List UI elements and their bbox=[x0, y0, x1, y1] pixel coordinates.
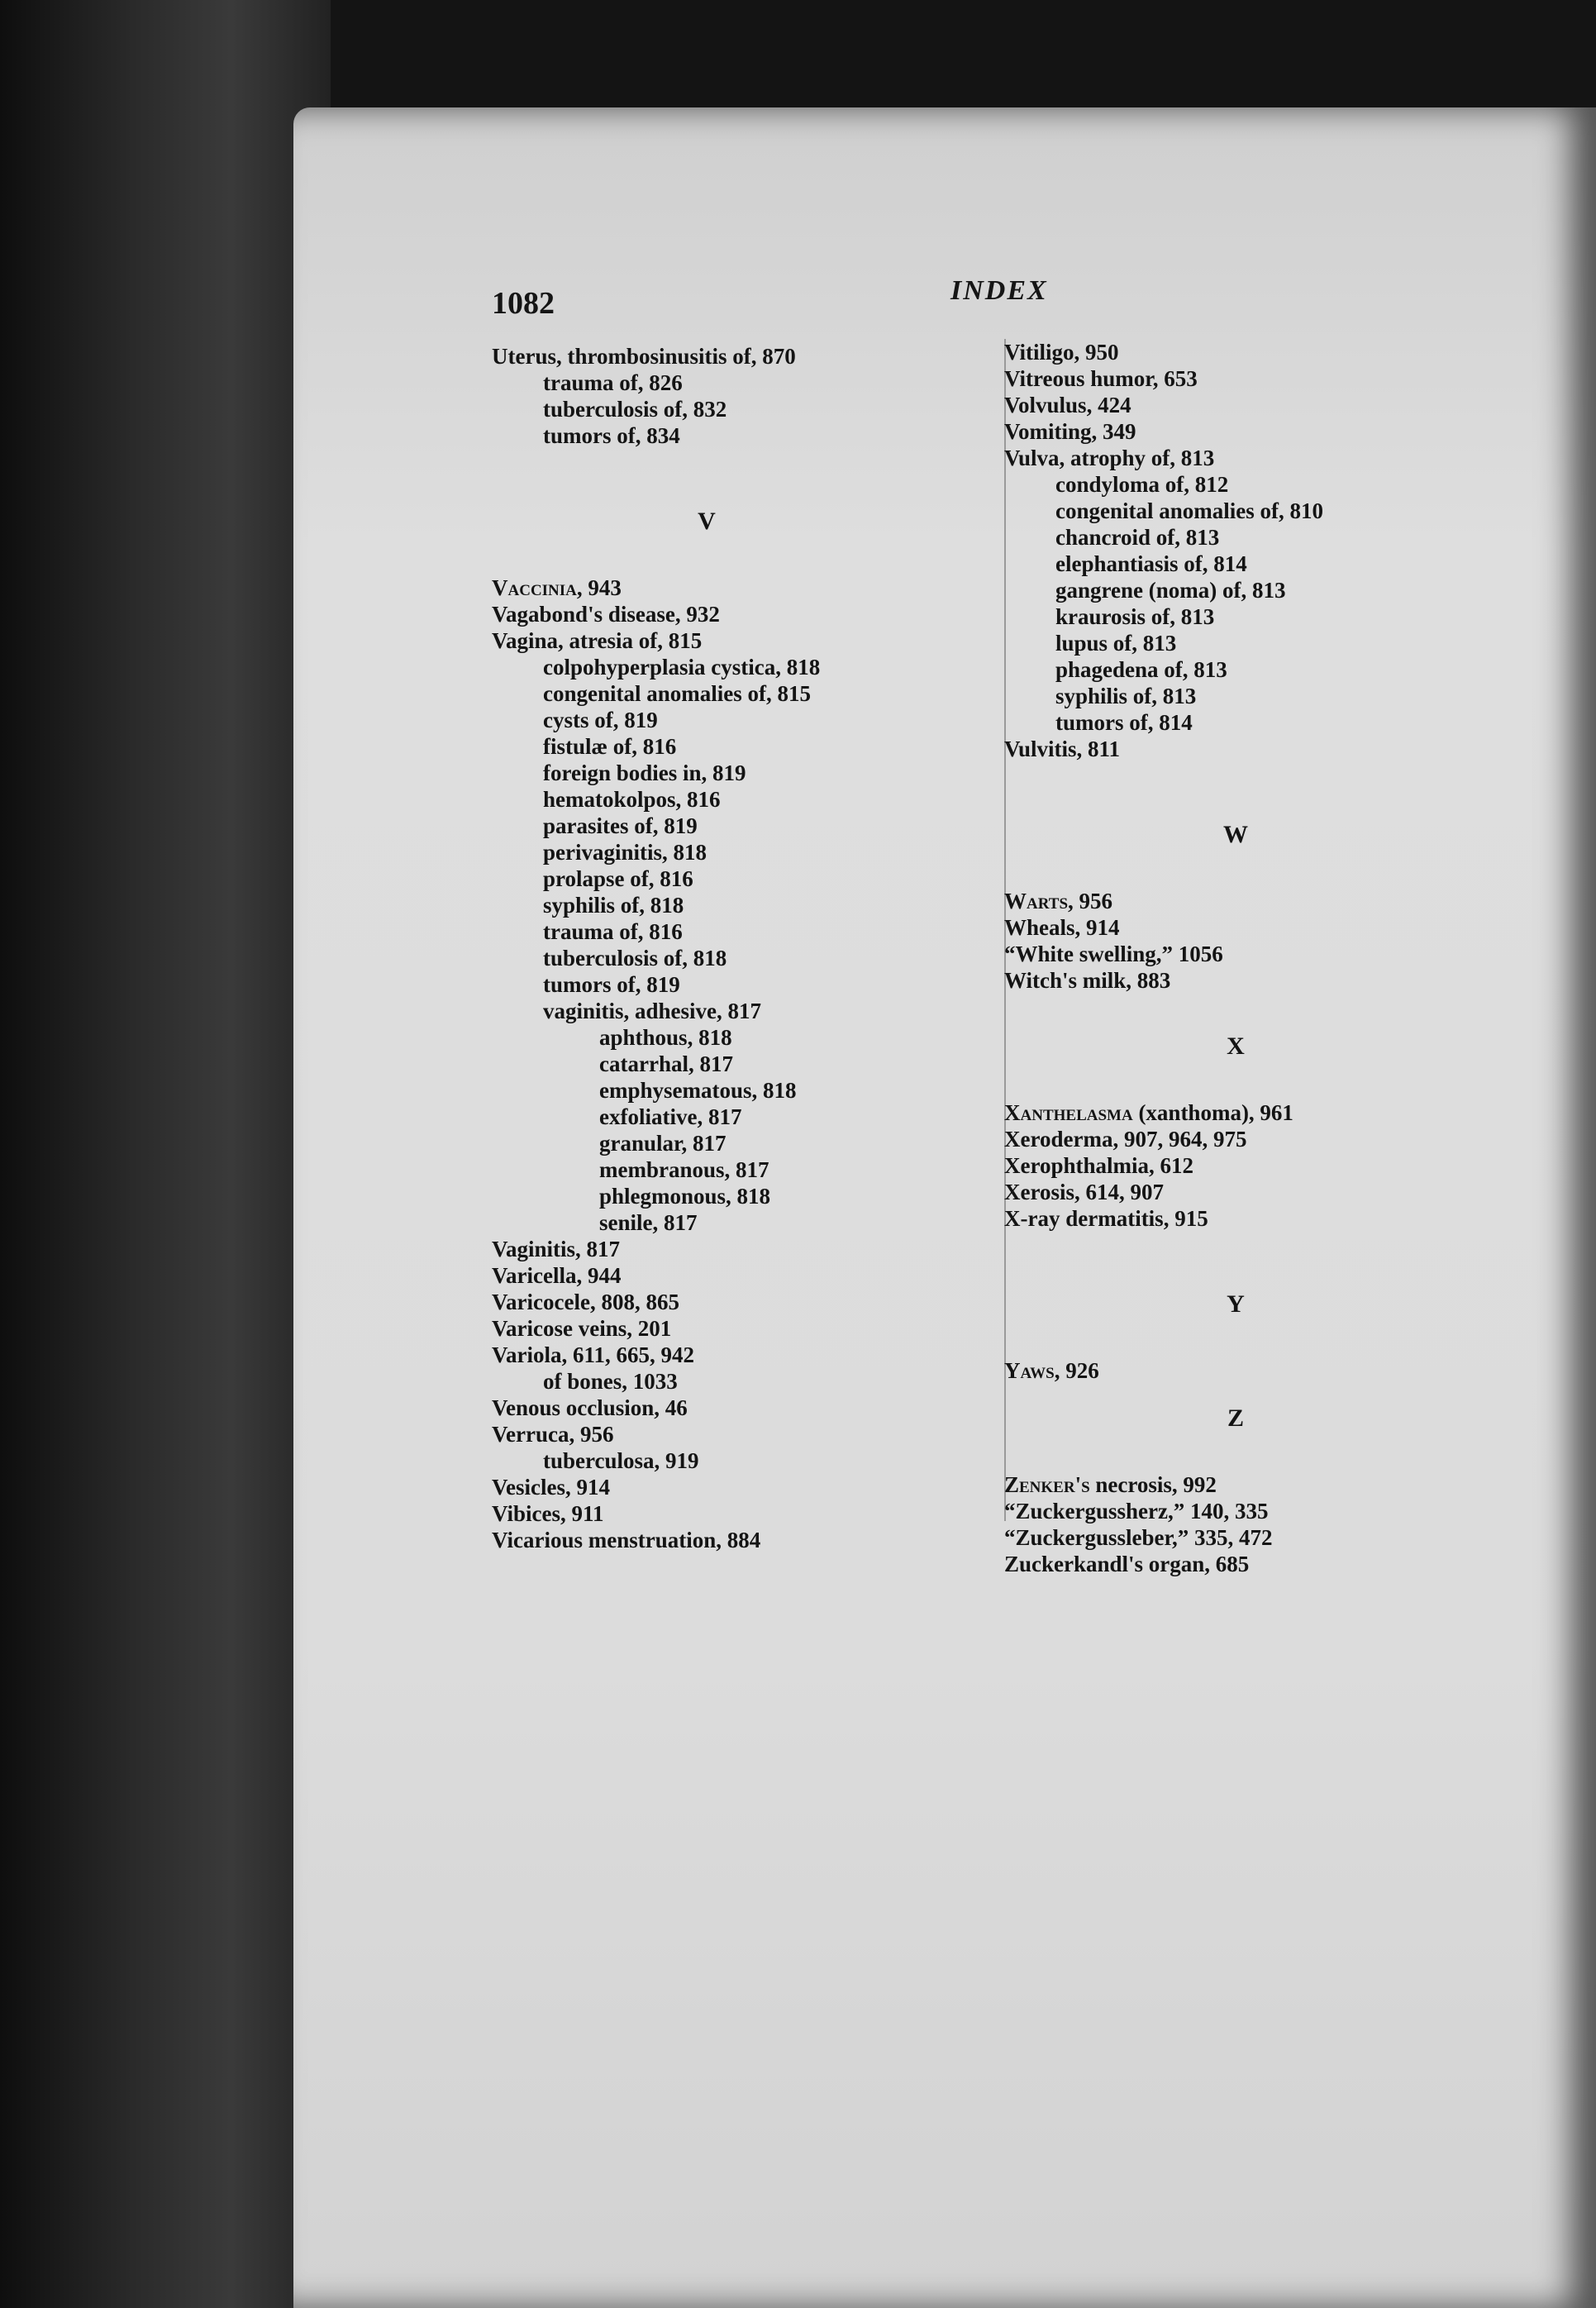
index-entry: phagedena of, 813 bbox=[1055, 657, 1227, 682]
section-gap bbox=[1004, 762, 1467, 815]
index-entry: Venous occlusion, 46 bbox=[492, 1395, 688, 1420]
index-entry: colpohyperplasia cystica, 818 bbox=[543, 655, 821, 680]
index-entry: congenital anomalies of, 810 bbox=[1055, 498, 1323, 523]
section-gap bbox=[492, 541, 922, 575]
index-entry bbox=[1004, 1099, 1467, 1126]
index-entry: cysts of, 819 bbox=[543, 708, 658, 732]
index-entry: “White swelling,” 1056 bbox=[1004, 942, 1223, 966]
index-entry-rest: , 956 bbox=[1068, 889, 1113, 913]
index-entry-lead: Xanthelasma bbox=[1004, 1100, 1133, 1125]
section-gap bbox=[1004, 1384, 1467, 1399]
index-entry: trauma of, 826 bbox=[543, 370, 683, 395]
index-entry-rest: (xanthoma), 961 bbox=[1132, 1100, 1293, 1125]
index-entry-lead: Zenker's bbox=[1004, 1472, 1090, 1497]
index-entry: Vulva, atrophy of, 813 bbox=[1004, 446, 1215, 470]
index-entry: catarrhal, 817 bbox=[599, 1051, 733, 1076]
index-entry: Vagina, atresia of, 815 bbox=[492, 628, 703, 653]
index-entry: Varicocele, 808, 865 bbox=[492, 1290, 679, 1314]
index-entry bbox=[1004, 1471, 1467, 1498]
index-entry bbox=[1004, 888, 1467, 914]
index-entry: Wheals, 914 bbox=[1004, 915, 1120, 940]
index-entry: prolapse of, 816 bbox=[543, 866, 693, 891]
index-entry: Vibices, 911 bbox=[492, 1501, 604, 1526]
index-entry: tumors of, 814 bbox=[1055, 710, 1193, 735]
index-entry: Variola, 611, 665, 942 bbox=[492, 1342, 695, 1367]
section-letter: Y bbox=[1227, 1290, 1245, 1318]
index-entry-rest: , 943 bbox=[576, 575, 622, 600]
index-entry: Varicose veins, 201 bbox=[492, 1316, 672, 1341]
index-entry: membranous, 817 bbox=[599, 1157, 769, 1182]
index-entry: vaginitis, adhesive, 817 bbox=[543, 999, 762, 1023]
index-entry: syphilis of, 818 bbox=[543, 893, 684, 918]
index-entry: chancroid of, 813 bbox=[1055, 525, 1220, 550]
section-gap bbox=[1004, 1066, 1467, 1099]
index-entry: senile, 817 bbox=[599, 1210, 698, 1235]
section-gap bbox=[1004, 994, 1467, 1027]
index-entry-rest: , 926 bbox=[1054, 1358, 1099, 1383]
index-entry: Vaginitis, 817 bbox=[492, 1237, 621, 1261]
index-entry: tuberculosis of, 818 bbox=[543, 946, 727, 970]
section-gap bbox=[1004, 1232, 1467, 1285]
index-entry: Vitiligo, 950 bbox=[1004, 340, 1119, 365]
index-entry: Varicella, 944 bbox=[492, 1263, 622, 1288]
index-entry-rest: necrosis, 992 bbox=[1089, 1472, 1217, 1497]
index-entry: Vulvitis, 811 bbox=[1004, 737, 1121, 761]
index-entry: elephantiasis of, 814 bbox=[1055, 551, 1247, 576]
index-entry: Verruca, 956 bbox=[492, 1422, 614, 1447]
index-entry: condyloma of, 812 bbox=[1055, 472, 1229, 497]
index-entry bbox=[1004, 1357, 1467, 1384]
index-entry: Vitreous humor, 653 bbox=[1004, 366, 1198, 391]
index-entry bbox=[492, 575, 922, 601]
index-entry: parasites of, 819 bbox=[543, 813, 698, 838]
index-entry: syphilis of, 813 bbox=[1055, 684, 1197, 708]
index-entry-lead: Warts bbox=[1004, 889, 1069, 913]
index-entry: foreign bodies in, 819 bbox=[543, 761, 746, 785]
index-entry: tumors of, 819 bbox=[543, 972, 680, 997]
running-head: INDEX bbox=[950, 275, 1048, 306]
index-entry: lupus of, 813 bbox=[1055, 631, 1177, 656]
index-entry: Volvulus, 424 bbox=[1004, 393, 1131, 417]
index-entry-lead: Yaws bbox=[1004, 1358, 1055, 1383]
page-number: 1082 bbox=[492, 286, 555, 321]
index-entry: of bones, 1033 bbox=[543, 1369, 678, 1394]
section-gap bbox=[1004, 1438, 1467, 1471]
index-entry: X-ray dermatitis, 915 bbox=[1004, 1206, 1208, 1231]
index-entry: Zuckerkandl's organ, 685 bbox=[1004, 1552, 1250, 1576]
index-entry: Xeroderma, 907, 964, 975 bbox=[1004, 1127, 1247, 1152]
index-entry: aphthous, 818 bbox=[599, 1025, 732, 1050]
section-letter: X bbox=[1227, 1032, 1245, 1060]
index-entry: perivaginitis, 818 bbox=[543, 840, 707, 865]
index-entry: fistulæ of, 816 bbox=[543, 734, 677, 759]
index-entry: gangrene (noma) of, 813 bbox=[1055, 578, 1286, 603]
index-entry: “Zuckergussleber,” 335, 472 bbox=[1004, 1525, 1273, 1550]
section-letter: V bbox=[698, 508, 716, 535]
index-entry: Vesicles, 914 bbox=[492, 1475, 610, 1500]
index-entry: tumors of, 834 bbox=[543, 423, 680, 448]
index-entry: Witch's milk, 883 bbox=[1004, 968, 1171, 993]
index-entry: Vagabond's disease, 932 bbox=[492, 602, 720, 627]
section-gap bbox=[492, 449, 922, 502]
index-entry: Vicarious menstruation, 884 bbox=[492, 1528, 761, 1552]
index-entry: tuberculosa, 919 bbox=[543, 1448, 699, 1473]
section-letter: Z bbox=[1227, 1404, 1244, 1432]
index-entry-lead: Vaccinia bbox=[492, 575, 577, 600]
index-entry: Xerophthalmia, 612 bbox=[1004, 1153, 1194, 1178]
index-entry: exfoliative, 817 bbox=[599, 1104, 742, 1129]
index-entry: Uterus, thrombosinusitis of, 870 bbox=[492, 344, 796, 369]
index-entry: trauma of, 816 bbox=[543, 919, 683, 944]
index-entry: congenital anomalies of, 815 bbox=[543, 681, 811, 706]
index-entry: kraurosis of, 813 bbox=[1055, 604, 1215, 629]
index-entry: Xerosis, 614, 907 bbox=[1004, 1180, 1164, 1204]
index-column-left bbox=[492, 343, 922, 1553]
section-gap bbox=[1004, 855, 1467, 888]
section-letter: W bbox=[1223, 821, 1248, 848]
index-column-right bbox=[1004, 339, 1467, 1577]
index-entry: hematokolpos, 816 bbox=[543, 787, 721, 812]
index-entry: “Zuckergussherz,” 140, 335 bbox=[1004, 1499, 1269, 1524]
section-gap bbox=[1004, 1324, 1467, 1357]
scan-dark-margin bbox=[0, 0, 331, 2308]
index-entry: Vomiting, 349 bbox=[1004, 419, 1136, 444]
index-entry: phlegmonous, 818 bbox=[599, 1184, 771, 1209]
index-entry: emphysematous, 818 bbox=[599, 1078, 797, 1103]
index-entry: granular, 817 bbox=[599, 1131, 727, 1156]
index-entry: tuberculosis of, 832 bbox=[543, 397, 727, 422]
